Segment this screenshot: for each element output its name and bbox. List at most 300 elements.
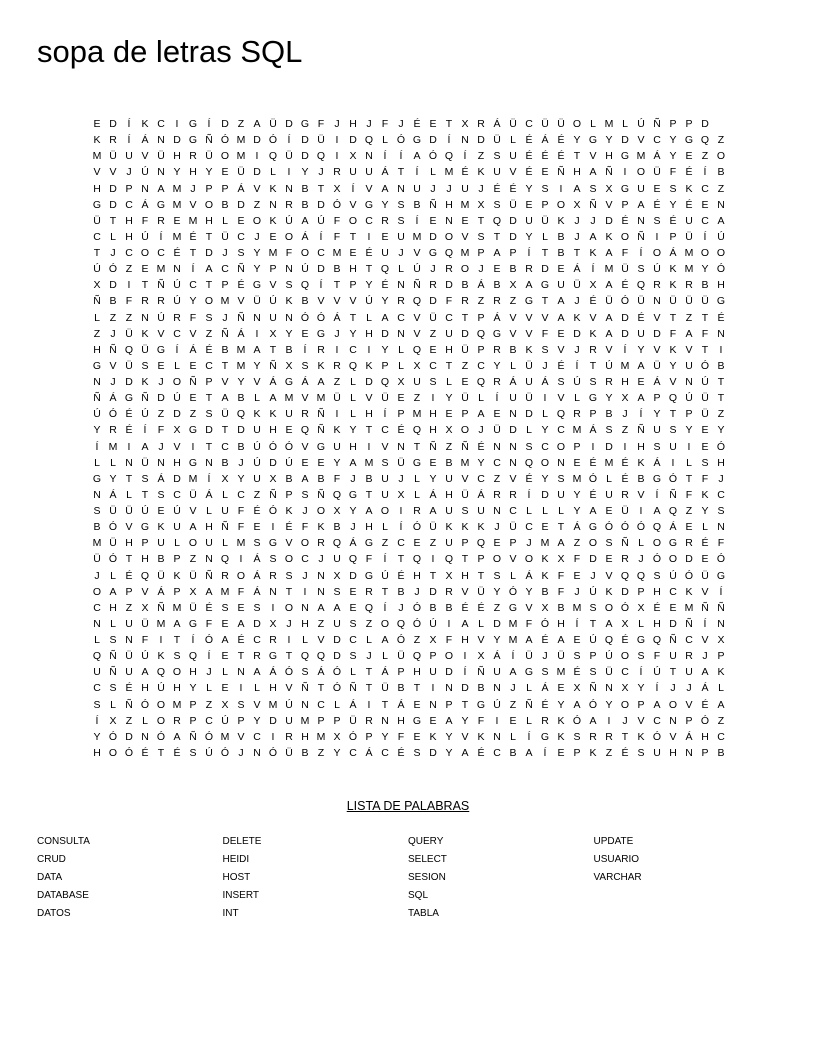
grid-cell: M (284, 392, 294, 405)
grid-cell: R (365, 714, 373, 727)
grid-cell: É (285, 521, 293, 534)
word-list-item: TABLA (408, 908, 439, 919)
grid-cell: M (172, 198, 182, 211)
grid-cell: L (478, 392, 484, 405)
grid-row (89, 568, 729, 584)
grid-cell: Í (191, 263, 195, 276)
grid-cell: I (367, 440, 371, 453)
grid-cell: L (382, 134, 388, 147)
grid-cell: G (540, 730, 550, 743)
grid-cell: I (191, 440, 195, 453)
grid-cell: E (221, 682, 229, 695)
grid-cell: O (540, 456, 550, 469)
grid-cell: Y (541, 472, 549, 485)
grid-cell: N (253, 311, 261, 324)
grid-cell: E (557, 327, 565, 340)
grid-cell: L (686, 456, 692, 469)
grid-cell: Q (652, 521, 662, 534)
grid-cell: S (205, 408, 213, 421)
grid-cell: Ü (685, 295, 693, 308)
grid-cell: D (429, 230, 437, 243)
grid-cell: Ü (109, 150, 117, 163)
grid-cell: K (589, 746, 597, 759)
grid-cell: H (349, 440, 357, 453)
grid-cell: L (510, 134, 516, 147)
grid-cell: Q (620, 569, 630, 582)
grid-cell: P (141, 537, 149, 550)
grid-cell: I (367, 698, 371, 711)
grid-cell: Y (349, 424, 357, 437)
grid-cell: V (461, 472, 469, 485)
grid-cell: V (189, 505, 197, 517)
grid-cell: B (397, 682, 405, 695)
grid-cell: E (397, 392, 405, 405)
grid-cell: O (348, 214, 358, 227)
grid-cell: A (365, 505, 373, 517)
grid-cell: E (413, 730, 421, 743)
grid-cell: Q (188, 650, 198, 663)
grid-cell: Y (493, 634, 501, 646)
grid-cell: R (173, 714, 181, 727)
grid-cell: L (254, 392, 260, 405)
grid-cell: R (285, 198, 293, 211)
grid-cell: O (380, 505, 390, 517)
grid-cell: B (333, 263, 341, 276)
grid-cell: U (445, 505, 453, 517)
grid-cell: H (413, 569, 421, 582)
grid-cell: Y (333, 746, 341, 759)
grid-cell: Á (685, 730, 693, 743)
grid-cell: B (717, 166, 725, 179)
grid-cell: Ü (653, 359, 661, 372)
grid-cell: B (285, 343, 293, 356)
grid-cell: Á (541, 682, 549, 695)
grid-cell: O (572, 118, 582, 130)
grid-cell: U (477, 505, 485, 517)
grid-cell: V (109, 166, 117, 179)
grid-cell: N (285, 263, 293, 276)
grid-row (89, 148, 729, 164)
grid-cell: L (414, 488, 420, 501)
grid-cell: H (365, 327, 373, 340)
grid-cell: Í (703, 230, 707, 243)
grid-cell: H (429, 408, 437, 421)
grid-cell: A (573, 698, 581, 711)
grid-cell: U (285, 714, 293, 727)
grid-cell: I (607, 714, 611, 727)
grid-cell: V (509, 311, 517, 324)
grid-cell: P (397, 666, 405, 679)
grid-cell: N (269, 585, 277, 598)
grid-row (89, 245, 729, 261)
grid-cell: Í (319, 279, 323, 292)
grid-cell: Z (205, 327, 213, 340)
grid-cell: X (269, 327, 277, 340)
grid-cell: G (316, 327, 326, 340)
grid-cell: V (141, 150, 149, 163)
grid-cell: Z (413, 634, 421, 646)
grid-cell: M (508, 617, 518, 630)
grid-cell: U (333, 440, 341, 453)
grid-cell: Í (703, 166, 707, 179)
grid-cell: C (365, 214, 373, 227)
grid-cell: H (125, 230, 133, 243)
grid-cell: S (589, 376, 597, 388)
grid-cell: C (189, 279, 197, 292)
grid-cell: T (701, 343, 709, 356)
grid-cell: L (542, 408, 548, 421)
grid-cell: T (205, 279, 213, 292)
grid-cell: E (189, 392, 197, 405)
grid-cell: Y (429, 472, 437, 485)
grid-cell: O (716, 247, 726, 259)
grid-cell: A (381, 634, 389, 646)
grid-cell: Ú (221, 714, 229, 727)
grid-cell: A (589, 505, 597, 517)
grid-cell: H (557, 617, 565, 630)
grid-cell: Ü (621, 505, 629, 517)
grid-cell: B (461, 279, 469, 292)
grid-cell: S (653, 214, 661, 227)
grid-cell: Ñ (189, 730, 197, 743)
grid-cell: L (302, 634, 308, 646)
grid-cell: G (364, 198, 374, 211)
grid-cell: Ñ (461, 440, 469, 453)
grid-cell: K (557, 714, 565, 727)
grid-cell: Ü (157, 569, 165, 582)
grid-cell: L (222, 488, 228, 501)
grid-cell: U (397, 230, 405, 243)
grid-cell: M (92, 537, 102, 550)
grid-cell: F (669, 327, 677, 340)
grid-cell: Z (189, 553, 197, 566)
grid-row (89, 293, 729, 309)
grid-cell: I (335, 408, 339, 421)
grid-cell: P (333, 714, 341, 727)
grid-cell: F (157, 424, 165, 437)
grid-cell: M (572, 424, 582, 437)
grid-cell: C (701, 214, 709, 227)
grid-cell: D (621, 585, 629, 598)
grid-cell: D (269, 714, 277, 727)
grid-cell: S (285, 569, 293, 582)
grid-cell: Á (141, 134, 149, 147)
grid-cell: A (253, 666, 261, 679)
grid-cell: M (236, 537, 246, 550)
grid-cell: H (301, 617, 309, 630)
grid-cell: S (573, 650, 581, 663)
grid-cell: K (717, 666, 725, 679)
grid-cell: C (349, 343, 357, 356)
word-list-item: SESION (408, 872, 446, 883)
grid-cell: Í (399, 521, 403, 534)
grid-cell: Ó (204, 634, 214, 646)
grid-cell: Ñ (317, 408, 325, 421)
grid-cell: D (669, 617, 677, 630)
grid-cell: Y (381, 343, 389, 356)
grid-cell: É (685, 198, 693, 211)
grid-cell: M (684, 263, 694, 276)
grid-cell: U (285, 408, 293, 421)
grid-cell: L (542, 505, 548, 517)
grid-cell: Ú (173, 392, 181, 405)
grid-cell: É (653, 601, 661, 614)
grid-cell: L (334, 698, 340, 711)
grid-cell: Ó (508, 585, 518, 598)
grid-cell: N (141, 311, 149, 324)
grid-cell: É (173, 247, 181, 259)
grid-cell: Ü (109, 537, 117, 550)
grid-cell: Ü (93, 214, 101, 227)
grid-cell: A (445, 714, 453, 727)
grid-cell: C (493, 456, 501, 469)
grid-cell: A (685, 327, 693, 340)
grid-cell: X (477, 198, 485, 211)
grid-cell: A (221, 392, 229, 405)
grid-cell: N (509, 408, 517, 421)
grid-cell: C (173, 488, 181, 501)
grid-cell: J (702, 650, 708, 663)
grid-cell: D (333, 650, 341, 663)
grid-cell: T (333, 279, 341, 292)
grid-cell: B (557, 247, 565, 259)
grid-cell: Á (669, 521, 677, 534)
grid-cell: I (719, 343, 723, 356)
grid-cell: C (429, 359, 437, 372)
grid-cell: X (573, 682, 581, 695)
grid-cell: S (253, 537, 261, 550)
grid-cell: N (301, 601, 309, 614)
grid-cell: H (93, 182, 101, 195)
grid-cell: Ü (605, 295, 613, 308)
grid-cell: Y (381, 295, 389, 308)
grid-cell: B (397, 585, 405, 598)
grid-cell: Ñ (653, 118, 661, 130)
grid-cell: P (589, 408, 597, 421)
grid-cell: V (301, 440, 309, 453)
grid-cell: G (716, 295, 726, 308)
grid-cell: I (687, 440, 691, 453)
grid-cell: T (445, 118, 453, 130)
grid-cell: X (445, 424, 453, 437)
grid-cell: B (509, 263, 517, 276)
word-list-column (594, 835, 780, 925)
grid-cell: T (205, 440, 213, 453)
grid-cell: D (621, 311, 629, 324)
grid-cell: J (126, 166, 132, 179)
grid-cell: R (141, 295, 149, 308)
grid-cell: Á (509, 376, 517, 388)
grid-cell: C (237, 488, 245, 501)
grid-cell: Ó (572, 714, 582, 727)
grid-cell: U (637, 182, 645, 195)
grid-cell: T (93, 247, 101, 259)
grid-cell: Á (253, 553, 261, 566)
grid-cell: M (236, 134, 246, 147)
word-list-item: VARCHAR (593, 872, 642, 883)
word-list-item: CONSULTA (37, 836, 90, 847)
grid-cell: Ú (285, 214, 293, 227)
grid-cell: Ü (685, 230, 693, 243)
grid-cell: A (493, 247, 501, 259)
grid-cell: J (574, 295, 580, 308)
grid-cell: L (382, 650, 388, 663)
grid-cell: Q (476, 327, 486, 340)
grid-cell: É (525, 150, 533, 163)
grid-cell: G (716, 569, 726, 582)
grid-cell: Y (173, 166, 181, 179)
grid-cell: A (477, 408, 485, 421)
grid-cell: Ó (716, 263, 726, 276)
grid-cell: V (653, 343, 661, 356)
grid-cell: R (253, 650, 261, 663)
grid-cell: I (271, 601, 275, 614)
grid-cell: Á (237, 327, 245, 340)
grid-cell: I (431, 682, 435, 695)
grid-cell: J (574, 343, 580, 356)
grid-cell: K (669, 279, 677, 292)
grid-cell: S (141, 472, 149, 485)
grid-cell: Ñ (93, 295, 101, 308)
grid-cell: É (205, 343, 213, 356)
grid-cell: O (604, 601, 614, 614)
grid-cell: É (173, 746, 181, 759)
grid-row (89, 471, 729, 487)
grid-cell: Q (444, 553, 454, 566)
grid-cell: Ñ (557, 166, 565, 179)
grid-cell: U (413, 376, 421, 388)
grid-cell: Ü (701, 569, 709, 582)
grid-cell: I (463, 650, 467, 663)
grid-cell: S (349, 617, 357, 630)
grid-cell: H (573, 166, 581, 179)
grid-cell: T (717, 376, 725, 388)
grid-cell: A (589, 166, 597, 179)
grid-cell: Ú (141, 230, 149, 243)
grid-cell: K (477, 730, 485, 743)
grid-cell: A (525, 746, 533, 759)
grid-cell: É (621, 746, 629, 759)
grid-cell: Z (157, 408, 165, 421)
grid-cell: D (109, 279, 117, 292)
grid-cell: D (109, 182, 117, 195)
word-list-column (408, 835, 594, 925)
grid-cell: D (541, 263, 549, 276)
grid-cell: R (621, 553, 629, 566)
grid-cell: Z (509, 295, 517, 308)
grid-cell: N (157, 166, 165, 179)
grid-cell: Y (93, 730, 101, 743)
grid-cell: F (541, 327, 549, 340)
grid-cell: J (414, 585, 420, 598)
grid-cell: I (623, 440, 627, 453)
grid-cell: Y (461, 714, 469, 727)
grid-cell: X (413, 359, 421, 372)
grid-cell: Y (189, 295, 197, 308)
grid-cell: Ü (605, 666, 613, 679)
grid-cell: Y (605, 134, 613, 147)
grid-cell: R (157, 214, 165, 227)
grid-cell: J (222, 311, 228, 324)
grid-cell: J (190, 182, 196, 195)
grid-cell: M (684, 601, 694, 614)
grid-cell: Á (525, 569, 533, 582)
grid-cell: K (637, 730, 645, 743)
grid-cell: V (333, 295, 341, 308)
grid-cell: Ñ (525, 698, 533, 711)
grid-cell: V (589, 150, 597, 163)
grid-cell: E (605, 505, 613, 517)
grid-cell: L (94, 456, 100, 469)
grid-cell: R (381, 214, 389, 227)
word-list-item: HOST (222, 872, 251, 883)
grid-cell: T (557, 521, 565, 534)
grid-cell: Ó (268, 505, 278, 517)
grid-cell: A (605, 311, 613, 324)
grid-cell: Y (701, 505, 709, 517)
grid-cell: Ú (253, 440, 261, 453)
grid-cell: B (221, 456, 229, 469)
grid-cell: É (125, 424, 133, 437)
grid-cell: L (366, 634, 372, 646)
grid-cell: Q (412, 553, 422, 566)
grid-cell: Ñ (221, 327, 229, 340)
grid-cell: Ü (621, 263, 629, 276)
grid-cell: T (669, 311, 677, 324)
grid-cell: S (541, 182, 549, 195)
grid-cell: Ñ (349, 682, 357, 695)
grid-cell: U (157, 537, 165, 550)
grid-cell: R (685, 650, 693, 663)
grid-cell: R (269, 569, 277, 582)
grid-cell: D (365, 376, 373, 388)
grid-cell: Í (655, 488, 659, 501)
grid-cell: L (542, 230, 548, 243)
grid-cell: S (253, 601, 261, 614)
grid-cell: P (477, 311, 485, 324)
grid-cell: Ü (493, 134, 501, 147)
grid-cell: Ó (108, 521, 118, 534)
grid-cell: T (541, 247, 549, 259)
grid-cell: H (205, 214, 213, 227)
grid-cell: Ó (652, 553, 662, 566)
grid-cell: Ü (381, 682, 389, 695)
grid-cell: M (460, 456, 470, 469)
grid-cell: B (109, 295, 117, 308)
grid-cell: H (173, 682, 181, 695)
grid-cell: O (716, 150, 726, 163)
grid-cell: J (622, 714, 628, 727)
grid-cell: Ó (332, 198, 342, 211)
grid-cell: Z (125, 263, 133, 276)
grid-cell: Ó (396, 134, 406, 147)
grid-cell: O (460, 424, 470, 437)
grid-cell: Í (143, 424, 147, 437)
grid-cell: U (333, 617, 341, 630)
grid-cell: A (189, 521, 197, 534)
grid-cell: Ú (605, 359, 613, 372)
grid-cell: É (413, 118, 421, 130)
grid-cell: N (685, 376, 693, 388)
grid-cell: A (317, 376, 325, 388)
grid-cell: D (605, 440, 613, 453)
grid-cell: B (301, 746, 309, 759)
grid-cell: E (221, 617, 229, 630)
grid-cell: É (621, 279, 629, 292)
grid-cell: O (380, 617, 390, 630)
grid-cell: P (685, 714, 693, 727)
grid-cell: E (349, 601, 357, 614)
